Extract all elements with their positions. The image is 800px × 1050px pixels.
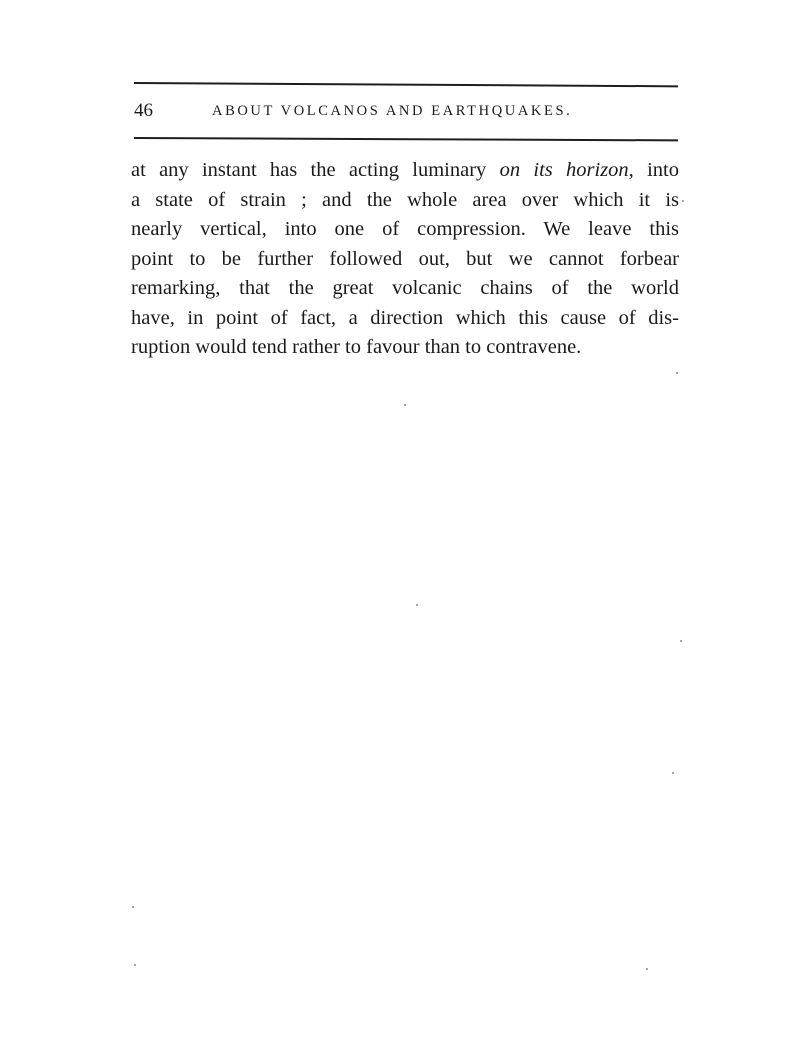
text-line-6: have, in point of fact, a direction which this cause of dis-: [131, 306, 679, 329]
text-line-2: a state of strain ; and the whole area over which it is: [131, 188, 679, 211]
text-line-5: remarking, that the great volcanic chains of the world: [131, 277, 679, 299]
scan-speck: [682, 200, 684, 202]
scan-speck: [134, 964, 136, 966]
header-bottom-rule: [134, 137, 678, 141]
body-paragraph: [131, 156, 679, 363]
running-head: [134, 100, 678, 126]
text-line-3: nearly vertical, into one of compression. We leave this: [131, 218, 679, 240]
text-line-7: ruption would tend rather to favour than to contravene.: [131, 336, 582, 358]
header-top-rule: [134, 82, 678, 87]
scan-speck: [416, 604, 418, 606]
scan-speck: [676, 372, 678, 374]
text-line-1-italic: on its horizon,: [499, 159, 634, 181]
scan-speck: [404, 404, 406, 406]
scan-speck: [646, 968, 648, 970]
scan-speck: [132, 906, 134, 908]
text-line-1-start: at any instant has the acting luminary: [131, 159, 500, 181]
text-line-1-end: into: [633, 159, 679, 181]
text-line-4: point to be further followed out, but we cannot forbear: [131, 247, 679, 270]
scan-speck: [672, 772, 674, 774]
text-line-1: [131, 156, 679, 186]
running-title: ABOUT VOLCANOS AND EARTHQUAKES.: [212, 103, 573, 119]
scan-speck: [680, 640, 682, 642]
page-number: 46: [134, 100, 153, 121]
